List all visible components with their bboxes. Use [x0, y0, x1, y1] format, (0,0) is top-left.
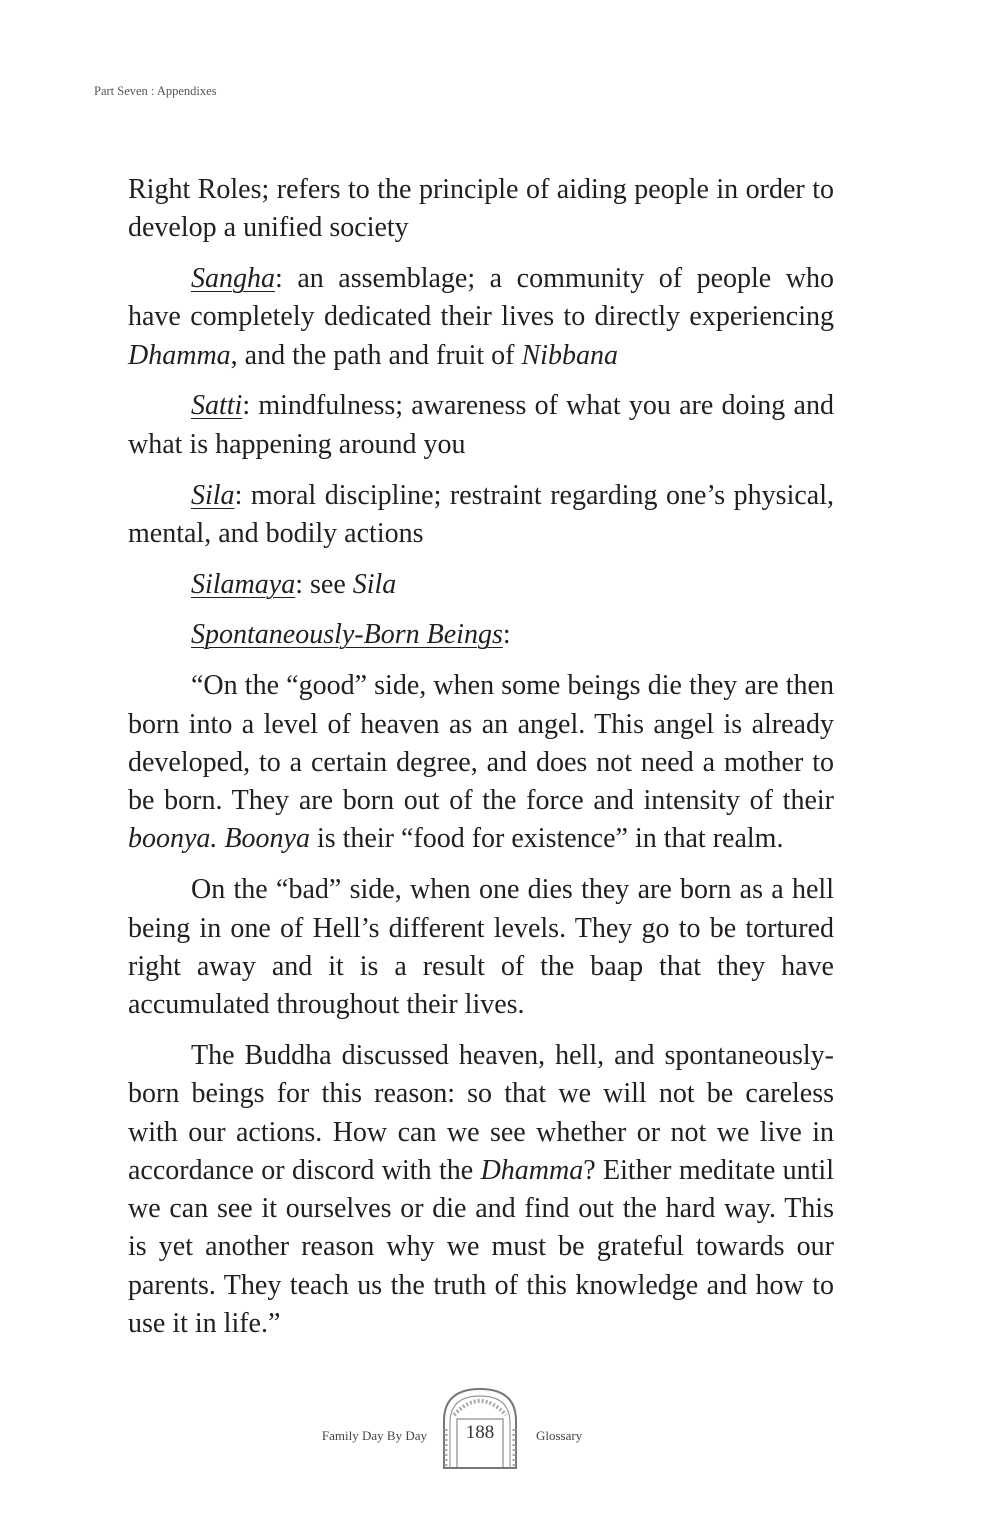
quote1-boonya-2: Boonya — [224, 823, 310, 855]
quote3-dhamma: Dhamma — [480, 1154, 584, 1186]
page-footer — [0, 1385, 1000, 1475]
quote3-text-b: ? Either meditate until we can see it ourselves or die and find out the hard way. This is yet another reason why we must be grateful towards our parents. They teach us the truth of this knowledge and how to use it in life.” — [128, 1154, 834, 1340]
quote-paragraph-1 — [128, 667, 834, 858]
entry-sangha — [128, 260, 834, 375]
glossary-content — [128, 171, 834, 1356]
term-sila: Sila — [191, 479, 235, 511]
entry-sila — [128, 477, 834, 554]
term-sangha: Sangha — [191, 263, 275, 295]
entry-satti — [128, 387, 834, 464]
entry-spontaneously-born — [128, 616, 834, 654]
term-silamaya: Silamaya — [191, 568, 296, 600]
term-satti: Satti — [191, 390, 243, 422]
quote-paragraph-2: On the “bad” side, when one dies they are born as a hell being in one of Hell’s different levels. They go to be tortured right away and it is a result of the baap that they have accumulated throughout their lives. — [128, 874, 834, 1021]
sangha-nibbana: Nibbana — [521, 339, 618, 371]
page-number: 188 — [465, 1422, 495, 1443]
running-head: Part Seven : Appendixes — [94, 84, 217, 98]
silamaya-ref: Sila — [352, 568, 397, 600]
sangha-def-b: , and the path and fruit of — [230, 339, 522, 371]
paragraph-right-roles: Right Roles; refers to the principle of aiding people in order to develop a unified society — [128, 174, 834, 244]
quote-paragraph-3 — [128, 1037, 834, 1343]
silamaya-def: : see — [295, 568, 353, 600]
footer-book-title: Family Day By Day — [321, 1428, 427, 1443]
quote1-text-b: is their “food for existence” in that realm. — [309, 823, 784, 855]
entry-silamaya — [128, 566, 834, 604]
sangha-def-a: : an assemblage; a community of people who have completely dedicated their lives to directly experiencing — [128, 263, 834, 333]
footer-section: Glossary — [536, 1428, 583, 1443]
term-spontaneously-born: Spontaneously-Born Beings — [191, 619, 503, 651]
spontaneous-def: : — [502, 619, 511, 651]
quote1-text-a: “On the “good” side, when some beings die they are then born into a level of heaven as an angel. This angel is already developed, to a certain degree, and does not need a mother to be born. They are born out of the force and intensity of their — [128, 670, 834, 817]
satti-def: : mindfulness; awareness of what you are doing and what is happening around you — [128, 390, 834, 460]
sila-def: : moral discipline; restraint regarding one’s physical, mental, and bodily actions — [128, 479, 834, 549]
sangha-dhamma: Dhamma — [128, 339, 231, 371]
quote1-boonya-1: boonya. — [128, 823, 218, 855]
quote3-text-a: The Buddha discussed heaven, hell, and spontaneously-born beings for this reason: so that we will not be careless with our actions. How can we see whether or not we live in accordance or discord with the — [128, 1039, 834, 1186]
